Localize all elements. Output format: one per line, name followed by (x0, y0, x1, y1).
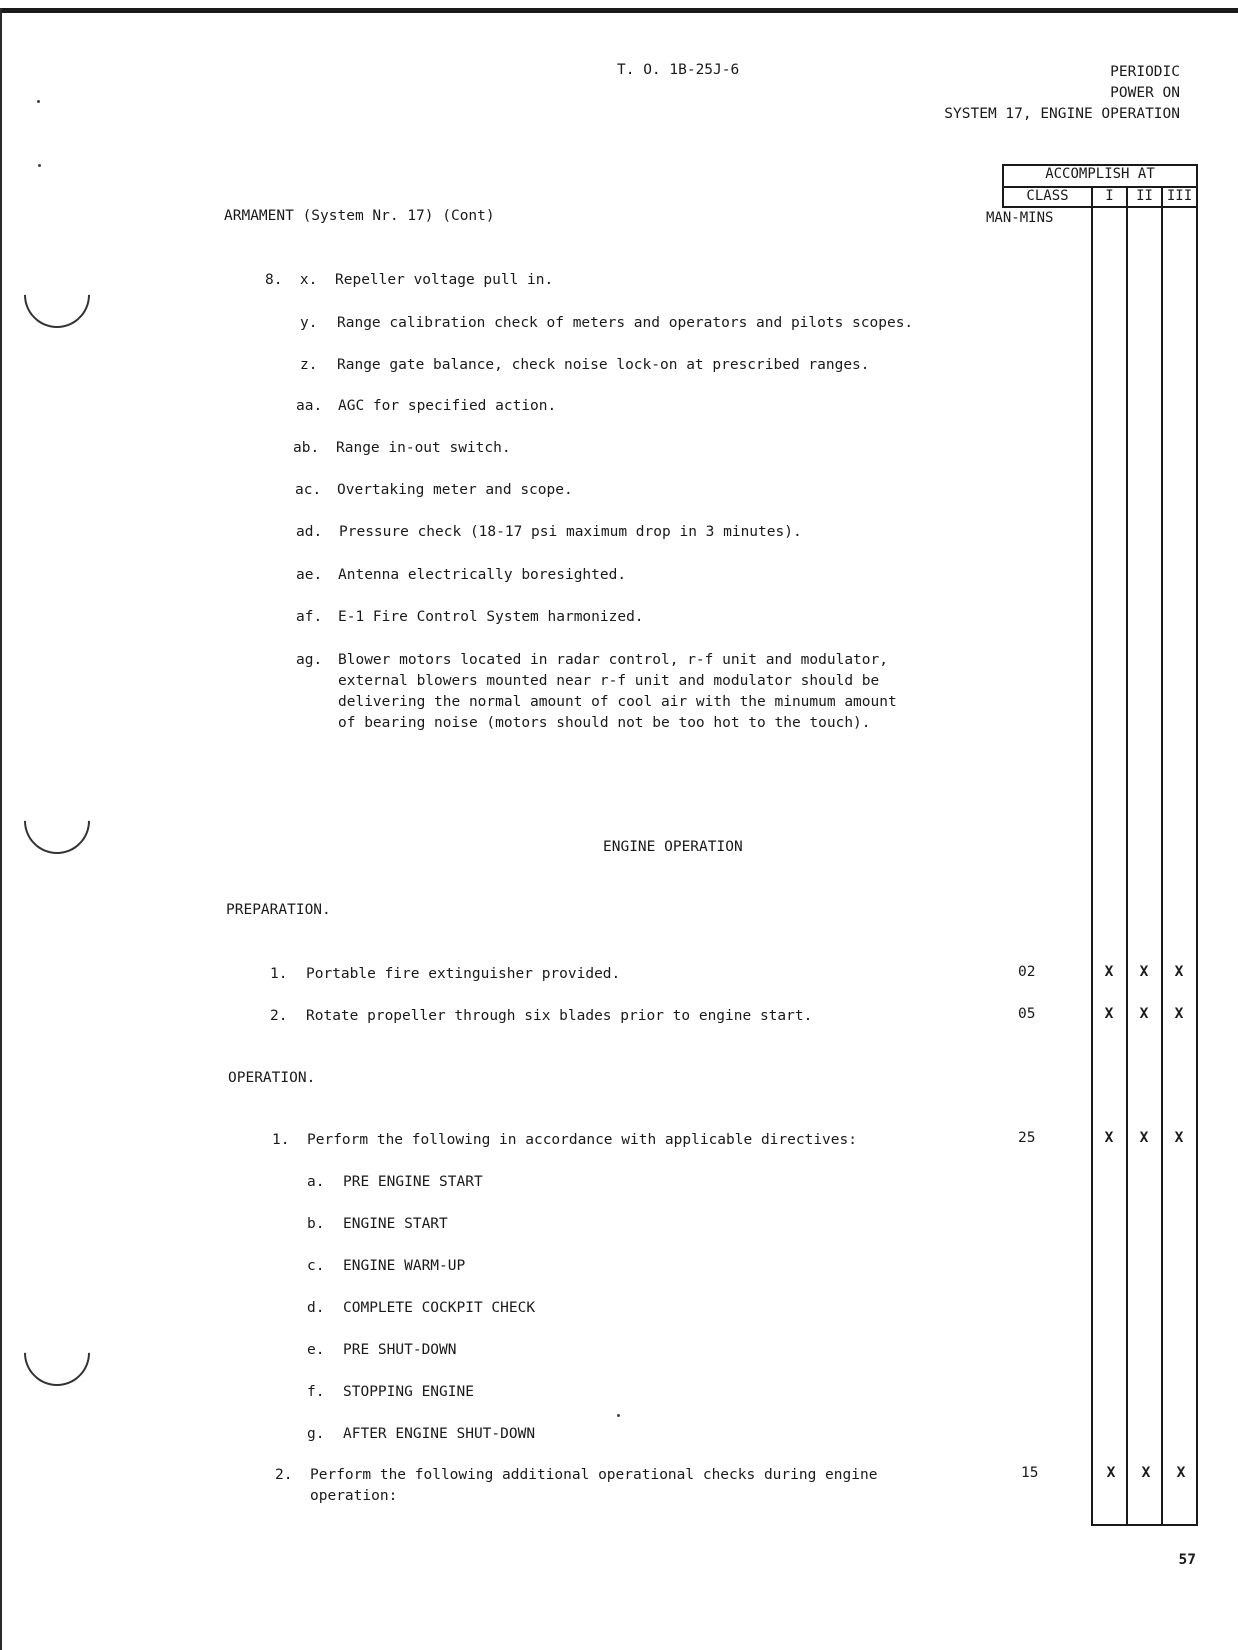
item-label: ae. (296, 567, 323, 583)
left-border (0, 8, 2, 1650)
item-text-line: delivering the normal amount of cool air with the minumum amount (338, 694, 897, 710)
item-label: aa. (296, 398, 323, 414)
binder-hole-icon (10, 248, 103, 341)
item-text: COMPLETE COCKPIT CHECK (343, 1300, 536, 1316)
item-label: 1. (272, 1132, 290, 1148)
item-label: a. (307, 1174, 325, 1190)
item-label: d. (307, 1300, 325, 1316)
class-mark: X (1106, 1465, 1116, 1481)
item-label: ac. (295, 482, 322, 498)
item-label: 2. (275, 1467, 293, 1483)
list-item (275, 1465, 877, 1507)
page-number: 57 (1178, 1552, 1196, 1568)
item-label: c. (307, 1258, 325, 1274)
item-text: PRE ENGINE START (343, 1174, 483, 1190)
list-item (300, 355, 870, 376)
item-text-line: of bearing noise (motors should not be too hot to the touch). (338, 715, 871, 731)
item-label: ad. (296, 524, 323, 540)
item-label: 1. (270, 966, 288, 982)
binder-hole-icon (10, 774, 103, 867)
item-text-line: operation: (310, 1488, 398, 1504)
list-item (307, 1172, 483, 1193)
item-text: Range calibration check of meters and operators and pilots scopes. (337, 315, 914, 331)
list-item (293, 438, 511, 459)
section-armament: ARMAMENT (System Nr. 17) (Cont) (224, 208, 495, 224)
man-mins-value: 15 (1021, 1465, 1039, 1481)
list-item (307, 1298, 535, 1319)
man-mins-label: MAN-MINS (986, 210, 1054, 226)
doc-id: T. O. 1B-25J-6 (617, 62, 740, 78)
list-item (307, 1340, 457, 1361)
item-label: z. (300, 357, 318, 373)
item-text: AGC for specified action. (338, 398, 557, 414)
speck (38, 164, 41, 167)
man-mins-value: 25 (1018, 1130, 1036, 1146)
list-item (270, 964, 620, 985)
class-mark: X (1174, 964, 1184, 980)
list-item (296, 607, 644, 628)
item-text: ENGINE START (343, 1216, 448, 1232)
man-mins-value: 05 (1018, 1006, 1036, 1022)
header-right (944, 62, 1180, 125)
item-text: E-1 Fire Control System harmonized. (338, 609, 644, 625)
item-text: Rotate propeller through six blades prior to engine start. (306, 1008, 813, 1024)
list-item (270, 1006, 812, 1027)
class-col-i: I (1105, 188, 1114, 204)
item-text: Overtaking meter and scope. (337, 482, 573, 498)
class-mark: X (1104, 964, 1114, 980)
class-mark: X (1139, 1006, 1149, 1022)
item-text: Perform the following in accordance with applicable directives: (307, 1132, 857, 1148)
class-mark: X (1174, 1006, 1184, 1022)
item-text: Pressure check (18-17 psi maximum drop in 3 minutes). (339, 524, 802, 540)
item-text-line: Blower motors located in radar control, r-f unit and modulator, (338, 652, 888, 668)
man-mins-value: 02 (1018, 964, 1036, 980)
item-label: e. (307, 1342, 325, 1358)
binder-hole-icon (10, 1306, 103, 1399)
engine-operation-title: ENGINE OPERATION (603, 839, 743, 855)
item-text: Range gate balance, check noise lock-on at prescribed ranges. (337, 357, 870, 373)
list-item (296, 396, 556, 417)
accomplish-at-label: ACCOMPLISH AT (1045, 166, 1155, 182)
item-text: Repeller voltage pull in. (335, 272, 554, 288)
top-border (0, 8, 1238, 13)
class-mark: X (1139, 1130, 1149, 1146)
item-label: 2. (270, 1008, 288, 1024)
list-item (307, 1424, 535, 1445)
item-label: g. (307, 1426, 325, 1442)
item-text: Antenna electrically boresighted. (338, 567, 627, 583)
item-label: b. (307, 1216, 325, 1232)
list-item (296, 650, 897, 734)
list-item (272, 1130, 857, 1151)
item-label: ag. (296, 652, 323, 668)
list-item (295, 480, 573, 501)
list-item (307, 1382, 474, 1403)
item-label: 8. x. (265, 272, 318, 288)
class-label: CLASS (1026, 188, 1069, 204)
list-item (307, 1256, 465, 1277)
list-item (307, 1214, 448, 1235)
item-text-line: Perform the following additional operational checks during engine (310, 1467, 878, 1483)
list-item (296, 522, 802, 543)
preparation-title: PREPARATION. (226, 902, 331, 918)
item-text: Portable fire extinguisher provided. (306, 966, 621, 982)
operation-title: OPERATION. (228, 1070, 316, 1086)
item-label: f. (307, 1384, 325, 1400)
speck (617, 1414, 620, 1417)
list-item (265, 270, 553, 291)
header-line-system: SYSTEM 17, ENGINE OPERATION (944, 106, 1180, 122)
header-line-periodic: PERIODIC (1110, 64, 1180, 80)
class-mark: X (1104, 1006, 1114, 1022)
list-item (300, 313, 913, 334)
item-text-line: external blowers mounted near r-f unit and modulator should be (338, 673, 880, 689)
class-mark: X (1139, 964, 1149, 980)
header-line-power: POWER ON (1110, 85, 1180, 101)
item-text: STOPPING ENGINE (343, 1384, 474, 1400)
class-mark: X (1176, 1465, 1186, 1481)
item-text: AFTER ENGINE SHUT-DOWN (343, 1426, 536, 1442)
class-col-ii: II (1136, 188, 1153, 204)
item-label: ab. (293, 440, 320, 456)
speck (37, 100, 40, 103)
item-label: af. (296, 609, 323, 625)
item-text: ENGINE WARM-UP (343, 1258, 466, 1274)
class-mark: X (1104, 1130, 1114, 1146)
class-mark: X (1141, 1465, 1151, 1481)
item-text: PRE SHUT-DOWN (343, 1342, 457, 1358)
class-col-iii: III (1166, 188, 1193, 204)
item-text: Range in-out switch. (336, 440, 511, 456)
list-item (296, 565, 626, 586)
class-mark: X (1174, 1130, 1184, 1146)
item-label: y. (300, 315, 318, 331)
